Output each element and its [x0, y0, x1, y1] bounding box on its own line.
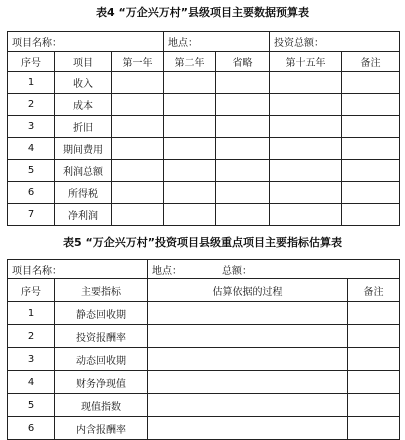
row-number: 3	[8, 348, 55, 371]
row-item: 收入	[55, 72, 112, 94]
location-total-cell	[148, 260, 400, 279]
empty-cell	[112, 94, 164, 116]
row-number: 6	[8, 417, 55, 440]
header-year-15: 第十五年	[270, 52, 342, 72]
empty-cell	[342, 204, 400, 226]
table5-body	[8, 302, 400, 440]
empty-cell	[270, 182, 342, 204]
empty-cell	[216, 116, 270, 138]
row-item: 财务净现值	[55, 371, 148, 394]
empty-cell	[164, 116, 216, 138]
row-item: 静态回收期	[55, 302, 148, 325]
empty-cell	[342, 160, 400, 182]
empty-cell	[112, 138, 164, 160]
empty-cell	[342, 94, 400, 116]
empty-cell	[348, 325, 400, 348]
empty-cell	[164, 204, 216, 226]
row-number: 7	[8, 204, 55, 226]
row-number: 5	[8, 160, 55, 182]
row-number: 1	[8, 302, 55, 325]
row-item: 净利润	[55, 204, 112, 226]
table-row	[8, 302, 400, 325]
table-row	[8, 371, 400, 394]
table5-header-row	[8, 279, 400, 302]
table4-header-row	[8, 52, 400, 72]
empty-cell	[112, 204, 164, 226]
table-row	[8, 116, 400, 138]
header-remarks: 备注	[348, 279, 400, 302]
table4-caption: 表4 “万企兴万村”县级项目主要数据预算表	[96, 6, 309, 19]
empty-cell	[270, 72, 342, 94]
header-omitted: 省略	[216, 52, 270, 72]
empty-cell	[270, 138, 342, 160]
table-row	[8, 348, 400, 371]
project-name-label: 项目名称：	[8, 32, 164, 52]
empty-cell	[112, 72, 164, 94]
empty-cell	[164, 94, 216, 116]
location-label: 地点：	[152, 265, 182, 277]
empty-cell	[164, 182, 216, 204]
investment-total-label: 投资总额：	[270, 32, 400, 52]
row-item: 动态回收期	[55, 348, 148, 371]
table-row	[8, 160, 400, 182]
location-label: 地点：	[164, 32, 270, 52]
table-row	[8, 138, 400, 160]
table-row	[8, 72, 400, 94]
table5-info-row	[8, 260, 400, 279]
empty-cell	[348, 371, 400, 394]
empty-cell	[148, 371, 348, 394]
table4-info-row	[8, 32, 400, 52]
row-item: 期间费用	[55, 138, 112, 160]
table-row	[8, 394, 400, 417]
empty-cell	[148, 348, 348, 371]
row-item: 成本	[55, 94, 112, 116]
row-number: 4	[8, 371, 55, 394]
empty-cell	[216, 160, 270, 182]
empty-cell	[216, 204, 270, 226]
header-main-indicator: 主要指标	[55, 279, 148, 302]
empty-cell	[270, 204, 342, 226]
table5-caption: 表5 “万企兴万村”投资项目县级重点项目主要指标估算表	[63, 236, 342, 249]
empty-cell	[216, 138, 270, 160]
empty-cell	[112, 182, 164, 204]
row-item: 所得税	[55, 182, 112, 204]
empty-cell	[216, 72, 270, 94]
empty-cell	[342, 116, 400, 138]
empty-cell	[348, 348, 400, 371]
row-item: 现值指数	[55, 394, 148, 417]
empty-cell	[148, 417, 348, 440]
table4-body	[8, 72, 400, 226]
empty-cell	[112, 116, 164, 138]
empty-cell	[342, 72, 400, 94]
table-row	[8, 417, 400, 440]
empty-cell	[348, 302, 400, 325]
row-number: 5	[8, 394, 55, 417]
empty-cell	[270, 116, 342, 138]
empty-cell	[216, 182, 270, 204]
header-estimation-basis: 估算依据的过程	[148, 279, 348, 302]
empty-cell	[342, 138, 400, 160]
table-row	[8, 204, 400, 226]
table-row	[8, 182, 400, 204]
empty-cell	[164, 160, 216, 182]
header-year-1: 第一年	[112, 52, 164, 72]
project-name-label: 项目名称：	[8, 260, 148, 279]
header-no: 序号	[8, 279, 55, 302]
header-remarks: 备注	[342, 52, 400, 72]
empty-cell	[342, 182, 400, 204]
row-item: 内含报酬率	[55, 417, 148, 440]
empty-cell	[164, 72, 216, 94]
total-label: 总额：	[222, 265, 252, 277]
empty-cell	[148, 302, 348, 325]
row-number: 4	[8, 138, 55, 160]
row-item: 折旧	[55, 116, 112, 138]
empty-cell	[348, 394, 400, 417]
indicator-table	[7, 259, 400, 440]
row-number: 3	[8, 116, 55, 138]
header-year-2: 第二年	[164, 52, 216, 72]
header-no: 序号	[8, 52, 55, 72]
empty-cell	[270, 94, 342, 116]
row-number: 2	[8, 325, 55, 348]
empty-cell	[348, 417, 400, 440]
empty-cell	[148, 394, 348, 417]
header-item: 项目	[55, 52, 112, 72]
empty-cell	[112, 160, 164, 182]
row-item: 利润总额	[55, 160, 112, 182]
row-number: 2	[8, 94, 55, 116]
empty-cell	[270, 160, 342, 182]
row-number: 1	[8, 72, 55, 94]
empty-cell	[216, 94, 270, 116]
row-number: 6	[8, 182, 55, 204]
row-item: 投资报酬率	[55, 325, 148, 348]
table-row	[8, 94, 400, 116]
table-row	[8, 325, 400, 348]
empty-cell	[164, 138, 216, 160]
empty-cell	[148, 325, 348, 348]
budget-table	[7, 31, 400, 226]
